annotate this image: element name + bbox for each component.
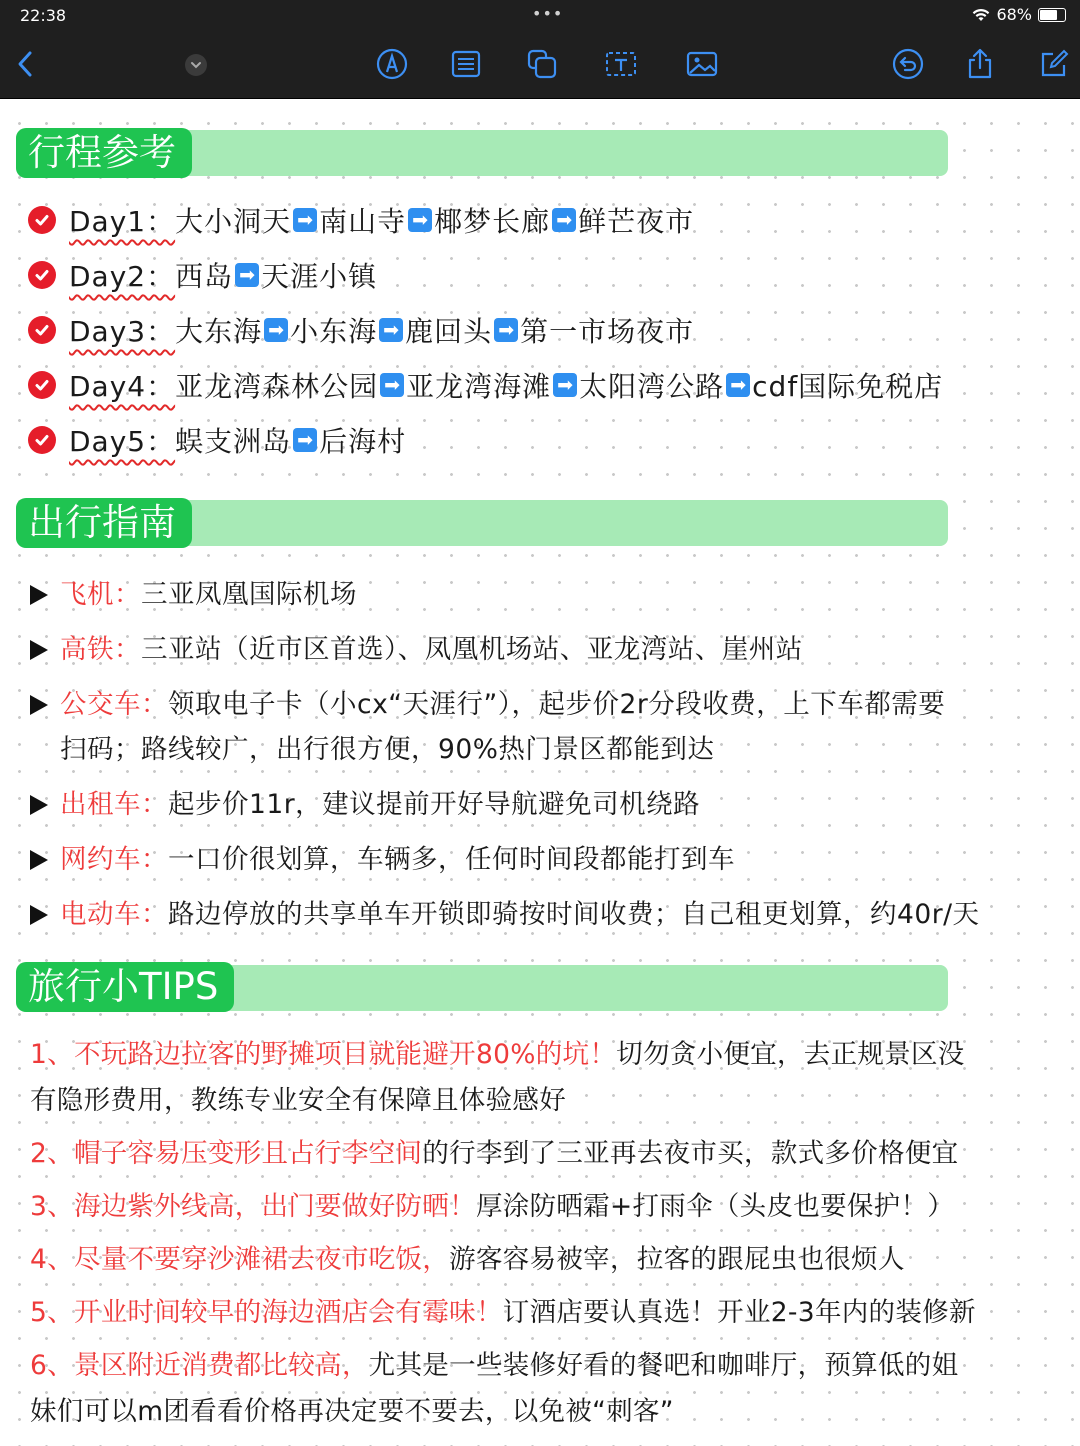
tip-highlight: 1、不玩路边拉客的野摊项目就能避开80%的坑！	[30, 1039, 617, 1070]
check-icon	[28, 426, 56, 454]
arrow-right-icon: ➡	[552, 208, 576, 232]
wifi-icon	[972, 8, 990, 22]
tip-text-continued: 有隐形费用，教练专业安全有保障且体验感好	[30, 1085, 566, 1116]
tip-item	[30, 1237, 1060, 1283]
notes-icon[interactable]	[446, 44, 486, 84]
section-title: 旅行小TIPS	[16, 962, 234, 1012]
tip-text: 厚涂防晒霜+打雨伞（头皮也要保护！）	[475, 1191, 955, 1222]
tip-highlight: 6、景区附近消费都比较高，	[30, 1350, 369, 1381]
tip-item	[30, 1032, 1060, 1124]
image-icon[interactable]	[682, 44, 722, 84]
itinerary-day-item	[28, 252, 377, 298]
day-label: Day1：	[69, 205, 176, 238]
itinerary-stop: 亚龙湾海滩	[406, 370, 552, 403]
bullet-triangle-icon	[30, 850, 48, 870]
multitasking-dots[interactable]: •••	[532, 4, 564, 23]
tip-highlight: 2、帽子容易压变形且占行李空间	[30, 1138, 423, 1169]
arrow-right-icon: ➡	[380, 373, 404, 397]
guide-item	[30, 782, 1060, 827]
arrow-right-icon: ➡	[494, 318, 518, 342]
battery-icon	[1038, 8, 1066, 22]
arrow-right-icon: ➡	[408, 208, 432, 232]
itinerary-stop: 大东海	[175, 315, 263, 348]
bullet-triangle-icon	[30, 795, 48, 815]
guide-item	[30, 892, 1060, 937]
tip-highlight: 3、海边紫外线高，出门要做好防晒！	[30, 1191, 476, 1222]
section-title: 行程参考	[16, 128, 192, 178]
tip-text: 的行李到了三亚再去夜市买，款式多价格便宜	[422, 1138, 959, 1169]
tip-highlight: 4、尽量不要穿沙滩裙去夜市吃饭，	[30, 1244, 450, 1275]
check-icon	[28, 371, 56, 399]
guide-item	[30, 837, 1060, 882]
guide-key: 网约车：	[60, 844, 168, 875]
tip-item	[30, 1343, 1060, 1435]
tip-text: 游客容易被宰，拉客的跟屁虫也很烦人	[449, 1244, 905, 1275]
guide-text: 领取电子卡（小cx“天涯行”），起步价2r分段收费，上下车都需要	[168, 689, 946, 720]
day-label: Day5：	[69, 425, 176, 458]
dropdown-icon[interactable]	[185, 54, 207, 76]
check-icon	[28, 316, 56, 344]
guide-text: 路边停放的共享单车开锁即骑按时间收费；自己租更划算，约40r/天	[168, 899, 980, 930]
tip-item	[30, 1184, 1060, 1230]
bullet-triangle-icon	[30, 905, 48, 925]
guide-text: 三亚站（近市区首选）、凤凰机场站、亚龙湾站、崖州站	[141, 634, 803, 665]
pen-icon[interactable]	[372, 44, 412, 84]
guide-key: 飞机：	[60, 579, 141, 610]
itinerary-stop: 天涯小镇	[261, 260, 378, 293]
itinerary-stop: 太阳湾公路	[579, 370, 725, 403]
tip-text: 尤其是一些装修好看的餐吧和咖啡厅，预算低的姐	[368, 1350, 959, 1381]
itinerary-stop: 后海村	[319, 425, 407, 458]
guide-text: 三亚凤凰国际机场	[141, 579, 357, 610]
tip-highlight: 5、开业时间较早的海边酒店会有霉味！	[30, 1297, 503, 1328]
status-time: 22:38	[20, 6, 67, 25]
undo-icon[interactable]	[888, 44, 928, 84]
itinerary-stop: 亚龙湾森林公园	[175, 370, 379, 403]
itinerary-stop: cdf国际免税店	[752, 370, 944, 403]
itinerary-stop: 椰梦长廊	[434, 205, 551, 238]
tip-text: 切勿贪小便宜，去正规景区没	[616, 1039, 965, 1070]
itinerary-stop: 大小洞天	[175, 205, 292, 238]
day-label: Day4：	[69, 370, 176, 403]
bullet-triangle-icon	[30, 695, 48, 715]
section-title: 出行指南	[16, 498, 192, 548]
shapes-icon[interactable]	[522, 44, 562, 84]
tip-item	[30, 1131, 1060, 1177]
edit-icon[interactable]	[1034, 44, 1074, 84]
guide-key: 高铁：	[60, 634, 141, 665]
itinerary-stop: 南山寺	[319, 205, 407, 238]
guide-key: 公交车：	[60, 689, 168, 720]
itinerary-day-item	[28, 417, 406, 463]
arrow-right-icon: ➡	[235, 263, 259, 287]
arrow-right-icon: ➡	[293, 428, 317, 452]
itinerary-stop: 小东海	[290, 315, 378, 348]
itinerary-stop: 蜈支洲岛	[175, 425, 292, 458]
status-right	[972, 5, 1066, 24]
tip-item	[30, 1290, 1060, 1336]
itinerary-stop: 西岛	[175, 260, 234, 293]
guide-text: 一口价很划算，车辆多，任何时间段都能打到车	[168, 844, 735, 875]
share-icon[interactable]	[960, 44, 1000, 84]
itinerary-day-item	[28, 197, 694, 243]
bullet-triangle-icon	[30, 585, 48, 605]
itinerary-stop: 鹿回头	[405, 315, 493, 348]
guide-key: 电动车：	[60, 899, 168, 930]
battery-percent: 68%	[996, 5, 1032, 24]
itinerary-stop: 第一市场夜市	[520, 315, 695, 348]
tip-text: 订酒店要认真选！开业2-3年内的装修新	[502, 1297, 976, 1328]
itinerary-day-item	[28, 362, 943, 408]
arrow-right-icon: ➡	[293, 208, 317, 232]
back-icon[interactable]	[6, 44, 46, 84]
itinerary-day-item	[28, 307, 694, 353]
arrow-right-icon: ➡	[726, 373, 750, 397]
guide-text-continued: 扫码；路线较广，出行很方便，90%热门景区都能到达	[60, 734, 715, 765]
tip-text-continued: 妹们可以m团看看价格再决定要不要去，以免被“刺客”	[30, 1396, 674, 1427]
top-toolbar	[0, 0, 1080, 99]
arrow-right-icon: ➡	[379, 318, 403, 342]
guide-text: 起步价11r，建议提前开好导航避免司机绕路	[168, 789, 701, 820]
guide-item	[30, 627, 1060, 672]
guide-item	[30, 682, 1060, 772]
check-icon	[28, 206, 56, 234]
day-label: Day2：	[69, 260, 176, 293]
arrow-right-icon: ➡	[264, 318, 288, 342]
bullet-triangle-icon	[30, 640, 48, 660]
guide-item	[30, 572, 1060, 617]
day-label: Day3：	[69, 315, 176, 348]
itinerary-stop: 鲜芒夜市	[578, 205, 695, 238]
check-icon	[28, 261, 56, 289]
text-box-icon[interactable]	[601, 44, 641, 84]
arrow-right-icon: ➡	[553, 373, 577, 397]
guide-key: 出租车：	[60, 789, 168, 820]
